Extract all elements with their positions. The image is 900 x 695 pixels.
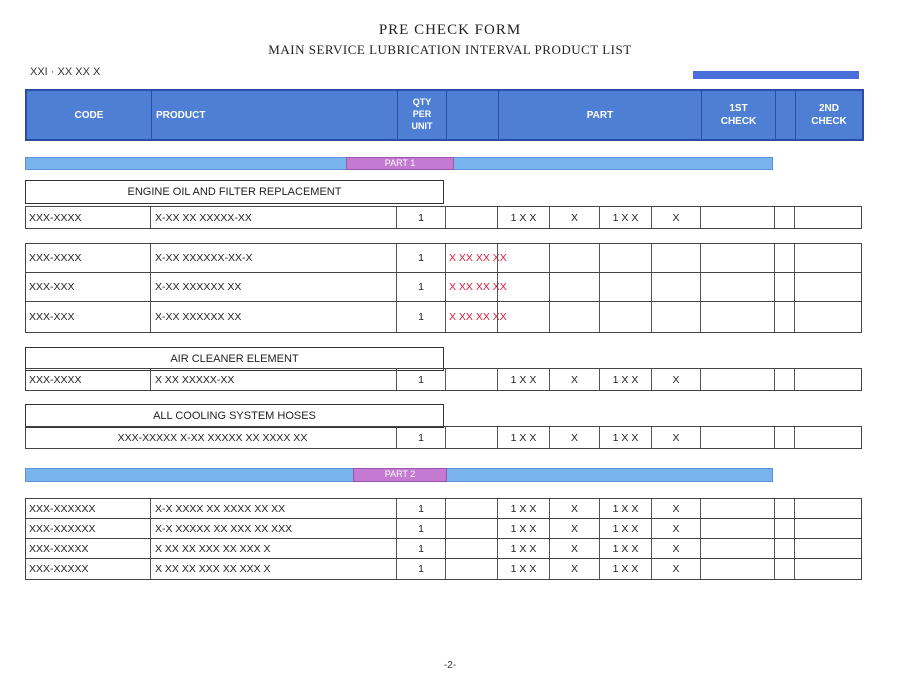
cell-spacer [774, 539, 794, 558]
table-row [25, 558, 862, 580]
page-title: PRE CHECK FORM [378, 22, 522, 38]
header-first-check: 1ST CHECK [701, 91, 775, 139]
cell-product: X-XX XXXXXX-XX-X [150, 244, 396, 272]
header-part: PART [498, 91, 701, 139]
section-bar-1 [25, 157, 773, 170]
cell-spacer [774, 519, 794, 538]
cell-part-d [651, 244, 700, 272]
cell-code: XXX-XXXXX [29, 542, 89, 555]
section-tag-1: PART 1 [346, 157, 454, 170]
group-label-1: ENGINE OIL AND FILTER REPLACEMENT [25, 180, 444, 204]
table-row [25, 243, 862, 273]
table-row [25, 518, 862, 539]
header-product: PRODUCT [151, 91, 397, 139]
group-label-2: AIR CLEANER ELEMENT [25, 347, 444, 371]
cell-qty: 1 [396, 302, 445, 332]
cell-part-b: X [549, 369, 599, 390]
cell-part-d: X [651, 519, 700, 538]
cell-part-a [497, 302, 549, 332]
cell-code: XXX-XXXXXX [29, 502, 96, 515]
cell-part-c: 1 X X [599, 207, 651, 228]
cell-part-c: 1 X X [599, 369, 651, 390]
cell-part-c: 1 X X [599, 539, 651, 558]
cell-part-d [651, 302, 700, 332]
cell-product: X-XX XXXXXX XX [150, 273, 396, 301]
cell-part-b: X [549, 427, 599, 448]
cell-spacer [774, 499, 794, 518]
cell-second-check [794, 427, 861, 448]
table-row [25, 206, 862, 229]
cell-product: X-XX XXXXXX XX [150, 302, 396, 332]
table-row [25, 301, 862, 333]
cell-part-a: 1 X X [497, 519, 549, 538]
cell-first-check [700, 207, 774, 228]
header-second-check: 2ND CHECK [795, 91, 862, 139]
cell-product: X-X XXXX XX XXXX XX XX [150, 499, 396, 518]
cell-part-a: 1 X X [497, 369, 549, 390]
cell-second-check [794, 539, 861, 558]
cell-part-c: 1 X X [599, 499, 651, 518]
cell-qty: 1 [396, 207, 445, 228]
cell-part-d: X [651, 559, 700, 579]
cell-part-b [549, 273, 599, 301]
cell-flag [445, 539, 497, 558]
cell-second-check [794, 244, 861, 272]
cell-flag [445, 559, 497, 579]
cell-code: XXX-XXX [29, 311, 75, 323]
cell-second-check [794, 207, 861, 228]
cell-first-check [700, 539, 774, 558]
cell-part-a [497, 273, 549, 301]
cell-flag [445, 519, 497, 538]
cell-part-c: 1 X X [599, 519, 651, 538]
cell-part-b: X [549, 499, 599, 518]
cell-qty: 1 [396, 499, 445, 518]
group-label-3: ALL COOLING SYSTEM HOSES [25, 404, 444, 428]
cell-code: XXX-XXXX [29, 211, 82, 224]
cell-part-a: 1 X X [497, 539, 549, 558]
cell-product: X-X XXXXX XX XXX XX XXX [150, 519, 396, 538]
cell-second-check [794, 559, 861, 579]
cell-second-check [794, 519, 861, 538]
header-code: CODE [74, 109, 104, 121]
cell-second-check [794, 369, 861, 390]
cell-part-b: X [549, 519, 599, 538]
cell-second-check [794, 273, 861, 301]
cell-flag: X XX XX XX [445, 273, 497, 301]
cell-flag [445, 369, 497, 390]
cell-spacer [774, 559, 794, 579]
cell-qty: 1 [396, 559, 445, 579]
header-spacer [775, 91, 795, 139]
cell-part-c: 1 X X [599, 427, 651, 448]
cell-spacer [774, 244, 794, 272]
cell-second-check [794, 302, 861, 332]
cell-first-check [700, 519, 774, 538]
cell-part-b [549, 244, 599, 272]
cell-part-c [599, 273, 651, 301]
cell-part-a: 1 X X [497, 207, 549, 228]
cell-code: XXX-XXX [29, 281, 75, 293]
cell-part-c [599, 244, 651, 272]
table-row [25, 426, 862, 449]
cell-part-d [651, 273, 700, 301]
table-row [25, 368, 862, 391]
cell-qty: 1 [396, 369, 445, 390]
cell-spacer [774, 369, 794, 390]
table-header [25, 89, 864, 141]
cell-part-b: X [549, 539, 599, 558]
cell-part-a: 1 X X [497, 427, 549, 448]
cell-qty: 1 [396, 273, 445, 301]
cell-qty: 1 [396, 519, 445, 538]
cell-second-check [794, 499, 861, 518]
website-link[interactable] [693, 71, 859, 79]
header-qty: QTY PER UNIT [397, 91, 446, 139]
cell-part-d: X [651, 499, 700, 518]
table-row [25, 538, 862, 559]
cell-code: XXX-XXXXX X-XX XXXXX XX XXXX XX [117, 431, 308, 444]
cell-part-c: 1 X X [599, 559, 651, 579]
cell-part-d: X [651, 539, 700, 558]
cell-part-b: X [549, 207, 599, 228]
cell-first-check [700, 369, 774, 390]
header-note: XXI · XX XX X [30, 66, 101, 78]
cell-flag [445, 427, 497, 448]
section-bar-2 [25, 468, 773, 482]
cell-code: XXX-XXXX [29, 373, 82, 386]
cell-flag: X XX XX XX [445, 302, 497, 332]
cell-part-d: X [651, 427, 700, 448]
header-blank [446, 91, 498, 139]
cell-part-c [599, 302, 651, 332]
cell-product: X-XX XX XXXXX-XX [150, 207, 396, 228]
cell-first-check [700, 244, 774, 272]
page-number: -2- [443, 660, 457, 671]
cell-code: XXX-XXXX [29, 252, 82, 264]
cell-part-d: X [651, 207, 700, 228]
cell-part-a: 1 X X [497, 499, 549, 518]
cell-first-check [700, 273, 774, 301]
cell-first-check [700, 499, 774, 518]
cell-spacer [774, 302, 794, 332]
cell-first-check [700, 559, 774, 579]
cell-part-d: X [651, 369, 700, 390]
cell-first-check [700, 427, 774, 448]
cell-qty: 1 [396, 427, 445, 448]
cell-flag [445, 207, 497, 228]
cell-part-b [549, 302, 599, 332]
page-subtitle: MAIN SERVICE LUBRICATION INTERVAL PRODUCT LIST [268, 42, 632, 57]
cell-product: X XX XXXXX-XX [150, 369, 396, 390]
cell-first-check [700, 302, 774, 332]
cell-qty: 1 [396, 539, 445, 558]
cell-spacer [774, 207, 794, 228]
section-tag-2: PART 2 [353, 468, 447, 482]
table-row [25, 272, 862, 302]
cell-flag [445, 499, 497, 518]
cell-part-a [497, 244, 549, 272]
table-row [25, 498, 862, 519]
cell-part-b: X [549, 559, 599, 579]
cell-qty: 1 [396, 244, 445, 272]
cell-code: XXX-XXXXX [29, 563, 89, 575]
cell-product: X XX XX XXX XX XXX X [150, 539, 396, 558]
cell-flag: X XX XX XX [445, 244, 497, 272]
cell-spacer [774, 427, 794, 448]
cell-spacer [774, 273, 794, 301]
cell-product: X XX XX XXX XX XXX X [150, 559, 396, 579]
cell-part-a: 1 X X [497, 559, 549, 579]
cell-code: XXX-XXXXXX [29, 522, 96, 535]
